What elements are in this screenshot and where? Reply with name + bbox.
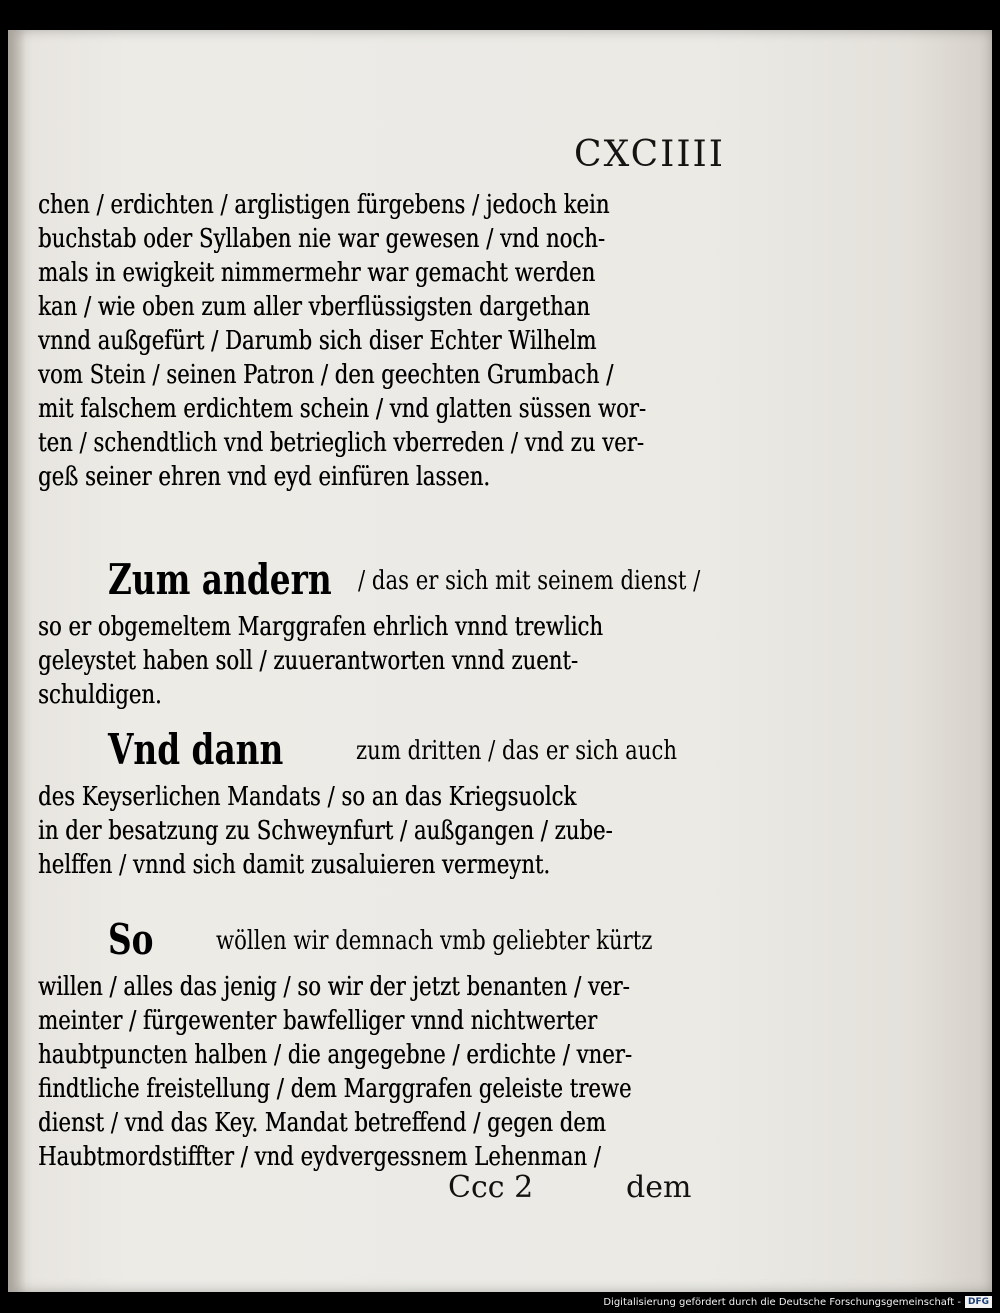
text-line: mit falschem erdichtem schein / vnd glatten süssen wor- — [38, 393, 647, 424]
text-line: kan / wie oben zum aller vberflüssigsten dargethan — [38, 291, 590, 322]
initial-word: Vnd dann — [108, 725, 284, 774]
folio-number: CXCIIII — [574, 134, 725, 175]
text-line: zum dritten / das er sich auch — [356, 735, 678, 766]
text-line: Haubtmordstiffter / vnd eydvergessnem Lehenman / — [38, 1141, 601, 1172]
text-line: / das er sich mit seinem dienst / — [358, 565, 701, 596]
paragraph-opening — [38, 910, 728, 970]
dfg-logo-icon: DFG — [965, 1296, 992, 1308]
book-page — [8, 30, 992, 1292]
digitization-credit — [603, 1293, 992, 1311]
text-line: helffen / vnnd sich damit zusaluieren vermeynt. — [38, 849, 551, 880]
paragraph-1 — [38, 188, 728, 494]
page-gutter-shadow — [8, 30, 26, 1292]
text-line: schuldigen. — [38, 679, 162, 710]
text-line: geleystet haben soll / zuuerantworten vnnd zuent- — [38, 645, 579, 676]
initial-word: So — [108, 915, 154, 964]
text-line: geß seiner ehren vnd eyd einfüren lassen. — [38, 461, 491, 492]
text-line: mals in ewigkeit nimmermehr war gemacht werden — [38, 257, 596, 288]
initial-word: Zum andern — [108, 555, 332, 604]
paragraph-opening — [38, 550, 728, 610]
text-line: buchstab oder Syllaben nie war gewesen / vnd noch- — [38, 223, 605, 254]
paragraph-4 — [38, 910, 728, 1174]
text-line: dienst / vnd das Key. Mandat betreffend / gegen dem — [38, 1107, 606, 1138]
signature-line — [448, 1170, 708, 1210]
paragraph-opening — [38, 720, 728, 780]
text-line: vnnd außgefürt / Darumb sich diser Echter Wilhelm — [38, 325, 597, 356]
catchword: dem — [626, 1170, 692, 1205]
bleed-through-text — [569, 495, 575, 523]
text-line: haubtpuncten halben / die angegebne / erdichte / vner- — [38, 1039, 632, 1070]
text-line: ten / schendtlich vnd betrieglich vberreden / vnd zu ver- — [38, 427, 644, 458]
text-line: des Keyserlichen Mandats / so an das Kriegsuolck — [38, 781, 577, 812]
text-line: wöllen wir demnach vmb geliebter kürtz — [216, 925, 653, 956]
text-line: findtliche freistellung / dem Marggrafen geleiste trewe — [38, 1073, 632, 1104]
text-line: in der besatzung zu Schweynfurt / außgangen / zube- — [38, 815, 613, 846]
text-line: so er obgemeltem Marggrafen ehrlich vnnd trewlich — [38, 611, 603, 642]
text-line: vom Stein / seinen Patron / den geechten Grumbach / — [38, 359, 614, 390]
text-line: meinter / fürgewenter bawfelliger vnnd nichtwerter — [38, 1005, 598, 1036]
text-line: willen / alles das jenig / so wir der jetzt benanten / ver- — [38, 971, 630, 1002]
signature-mark: Ccc 2 — [448, 1170, 534, 1205]
credit-text: Digitalisierung gefördert durch die Deutsche Forschungsgemeinschaft - — [603, 1296, 961, 1308]
paragraph-3 — [38, 720, 728, 882]
text-line: chen / erdichten / arglistigen fürgebens / jedoch kein — [38, 189, 610, 220]
paragraph-2 — [38, 550, 728, 712]
